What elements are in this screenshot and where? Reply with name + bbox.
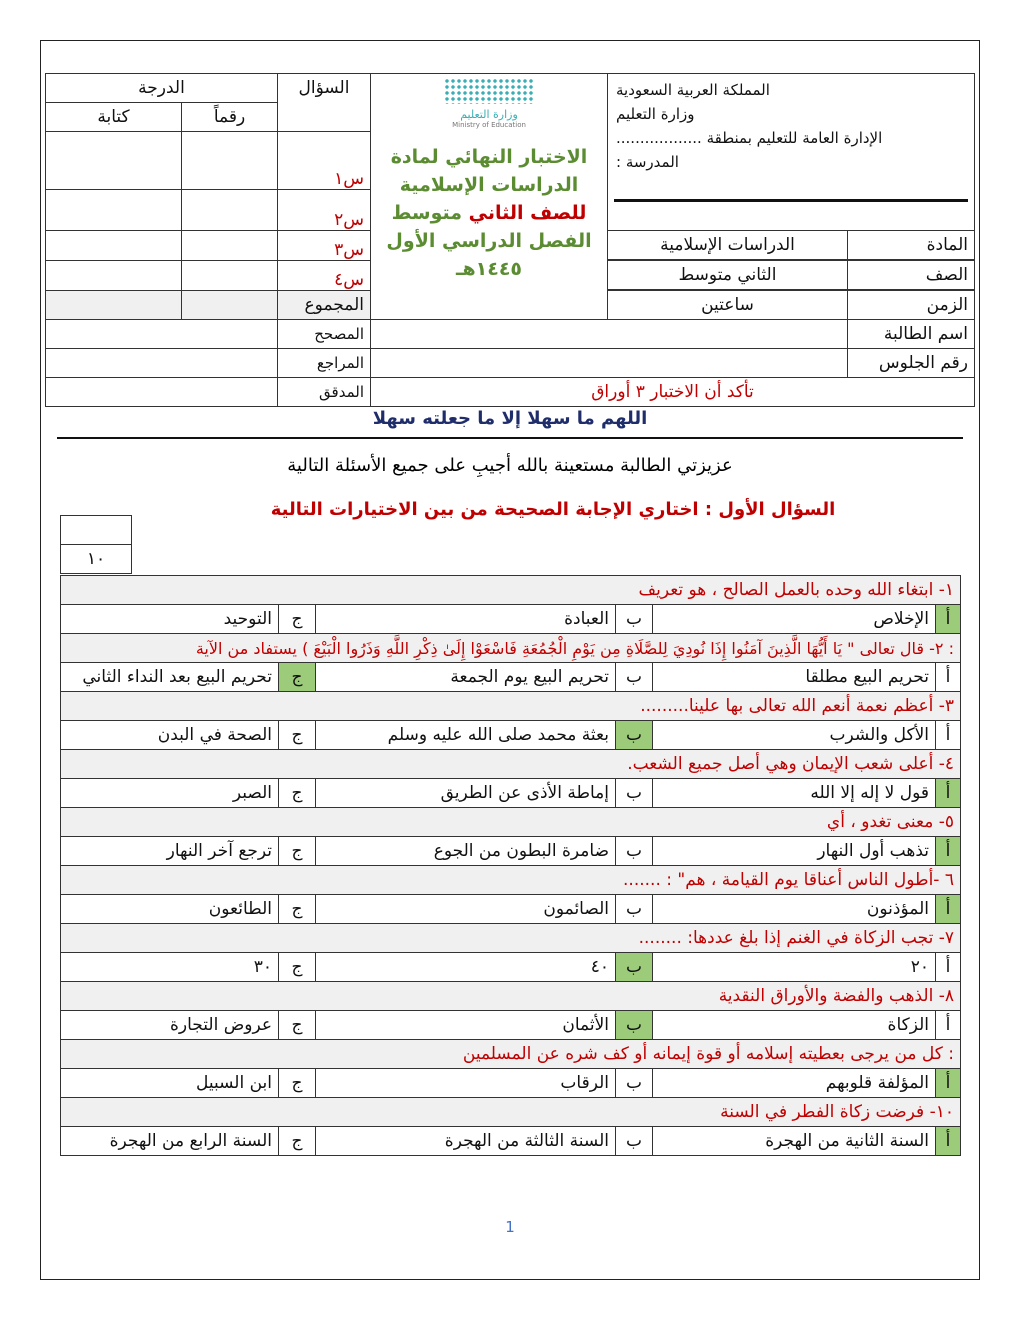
exam-grade-level: متوسط — [391, 202, 463, 224]
question-text: : كل من يرجى بعطيته إسلامه أو قوة إيمانه أو كف شره عن المسلمين — [60, 1039, 961, 1069]
option-text[interactable]: الطائعون — [60, 894, 279, 924]
reviewer-label: المراجع — [277, 348, 371, 378]
total-label: المجموع — [277, 290, 371, 320]
question-text: ٦ -أطول الناس أعناقا يوم القيامة ، هم" : ....... — [60, 865, 961, 895]
exam-grade: للصف الثاني — [468, 202, 587, 224]
question-text: : ٢- قال تعالى " يَا أَيُّهَا الَّذِينَ آمَنُوا إِذَا نُودِيَ لِلصَّلَاةِ مِن يَوْمِ الْجُمُعَةِ فَاسْعَوْا إِلَىٰ ذِكْرِ اللَّهِ وَذَرُوا الْبَيْعَ ) يستفاد من الآية — [60, 633, 961, 663]
option-letter[interactable]: ب — [615, 778, 653, 808]
ministry: وزارة التعليم — [616, 105, 695, 123]
score-words-cell[interactable] — [45, 260, 182, 291]
exam-title-1: الاختبار النهائي لمادة — [390, 146, 588, 168]
q1-title: السؤال الأول : اختاري الإجابة الصحيحة من بين الاختيارات التالية — [270, 499, 836, 520]
digits-header: رقماً — [181, 102, 278, 132]
option-letter[interactable]: ج — [278, 778, 316, 808]
option-letter[interactable]: ج — [278, 1068, 316, 1098]
option-letter[interactable]: ب — [615, 1126, 653, 1156]
auditor-sign — [45, 377, 278, 407]
question-text: ٥- معنى تغدو ، أي — [60, 807, 961, 837]
option-letter[interactable]: أ — [935, 836, 961, 866]
option-letter[interactable]: ج — [278, 894, 316, 924]
question-label: س٣ — [277, 230, 371, 261]
option-text[interactable]: الأثمان — [315, 1010, 616, 1040]
score-digits-cell[interactable] — [181, 290, 278, 320]
corrector-sign — [45, 319, 278, 349]
option-letter[interactable]: ب — [615, 836, 653, 866]
option-letter[interactable]: ج — [278, 720, 316, 750]
option-text[interactable]: بعثة محمد صلى الله عليه وسلم — [315, 720, 616, 750]
question-label: س٢ — [277, 189, 371, 231]
intro-text: عزيزتي الطالبة مستعينة بالله أجيبِ على جميع الأسئلة التالية — [287, 455, 733, 476]
option-text[interactable]: السنة الثانية من الهجرة — [652, 1126, 936, 1156]
exam-term: الفصل الدراسي الأول — [386, 230, 592, 252]
option-text[interactable]: ٣٠ — [60, 952, 279, 982]
option-letter[interactable]: ج — [278, 836, 316, 866]
exam-year: ١٤٤٥هـ — [455, 258, 523, 280]
option-letter[interactable]: أ — [935, 1068, 961, 1098]
seat-number-label: رقم الجلوس — [847, 348, 975, 378]
option-letter[interactable]: ب — [615, 662, 653, 692]
score-words-cell[interactable] — [45, 230, 182, 261]
kingdom: المملكة العربية السعودية — [616, 81, 770, 99]
option-text[interactable]: الإخلاص — [652, 604, 936, 634]
option-letter[interactable]: ب — [615, 952, 653, 982]
pages-note: تأكد أن الاختبار ٣ أوراق — [370, 377, 975, 407]
question-label: س٤ — [277, 260, 371, 291]
option-text[interactable]: ضامرة البطون من الجوع — [315, 836, 616, 866]
seat-number-input[interactable] — [370, 348, 848, 378]
logo-text: وزارة التعليم — [460, 108, 518, 121]
option-text[interactable]: عروض التجارة — [60, 1010, 279, 1040]
option-text[interactable]: تحريم البيع مطلقا — [652, 662, 936, 692]
option-text[interactable]: الرقاب — [315, 1068, 616, 1098]
option-letter[interactable]: أ — [935, 1126, 961, 1156]
question-header: السؤال — [277, 73, 371, 132]
words-header: كتابة — [45, 102, 182, 132]
option-text[interactable]: الصائمون — [315, 894, 616, 924]
option-text[interactable]: الزكاة — [652, 1010, 936, 1040]
q1-score: ١٠ — [60, 544, 132, 574]
info-label: الزمن — [847, 290, 975, 320]
title-rule — [57, 437, 963, 439]
option-letter[interactable]: أ — [935, 662, 961, 692]
info-value: الثاني متوسط — [607, 260, 848, 290]
score-digits-cell[interactable] — [181, 189, 278, 231]
option-letter[interactable]: أ — [935, 1010, 961, 1040]
option-text[interactable]: ابن السبيل — [60, 1068, 279, 1098]
option-text[interactable]: الأكل والشرب — [652, 720, 936, 750]
option-text[interactable]: تذهب أول النهار — [652, 836, 936, 866]
corrector-label: المصحح — [277, 319, 371, 349]
info-value: ساعتين — [607, 290, 848, 320]
page-number: 1 — [505, 1218, 515, 1236]
option-text[interactable]: العبادة — [315, 604, 616, 634]
option-letter[interactable]: ب — [615, 604, 653, 634]
question-text: ٧- تجب الزكاة في الغنم إذا بلغ عددها: ........ — [60, 923, 961, 953]
school: المدرسة : — [616, 153, 679, 171]
exam-title-2: الدراسات الإسلامية — [399, 174, 579, 196]
score-digits-cell[interactable] — [181, 230, 278, 261]
option-text[interactable]: الصحة في البدن — [60, 720, 279, 750]
score-words-cell[interactable] — [45, 131, 182, 190]
student-name-label: اسم الطالبة — [847, 319, 975, 349]
score-digits-cell[interactable] — [181, 131, 278, 190]
option-letter[interactable]: ب — [615, 894, 653, 924]
score-digits-cell[interactable] — [181, 260, 278, 291]
student-name-input[interactable] — [370, 319, 848, 349]
option-text[interactable]: السنة الرابع من الهجرة — [60, 1126, 279, 1156]
score-box — [60, 515, 132, 545]
reviewer-sign — [45, 348, 278, 378]
option-text[interactable]: تحريم البيع بعد النداء الثاني — [60, 662, 279, 692]
prayer: اللهم ما سهلا إلا ما جعلته سهلا — [372, 408, 648, 429]
grade-header: الدرجة — [45, 73, 278, 103]
option-text[interactable]: ترجع آخر النهار — [60, 836, 279, 866]
school-info — [607, 73, 975, 231]
question-label: س١ — [277, 131, 371, 190]
directorate: الإدارة العامة للتعليم بمنطقة .................. — [616, 129, 883, 147]
option-letter[interactable]: أ — [935, 604, 961, 634]
option-letter[interactable]: أ — [935, 720, 961, 750]
question-text: ٤- أعلى شعب الإيمان وهي أصل جميع الشعب. — [60, 749, 961, 779]
auditor-label: المدقق — [277, 377, 371, 407]
question-text: ٣- أعظم نعمة أنعم الله تعالى بها علينا......... — [60, 691, 961, 721]
exam-title-block — [370, 73, 608, 320]
question-text: ١٠- فرضت زكاة الفطر في السنة — [60, 1097, 961, 1127]
score-words-cell[interactable] — [45, 290, 182, 320]
option-letter[interactable]: أ — [935, 778, 961, 808]
ministry-logo-icon — [444, 78, 534, 104]
option-text[interactable]: المؤذنون — [652, 894, 936, 924]
score-words-cell[interactable] — [45, 189, 182, 231]
option-letter[interactable]: أ — [935, 952, 961, 982]
option-text[interactable]: التوحيد — [60, 604, 279, 634]
option-letter[interactable]: ب — [615, 1068, 653, 1098]
question-text: ٨- الذهب والفضة والأوراق النقدية — [60, 981, 961, 1011]
info-value: الدراسات الإسلامية — [607, 230, 848, 260]
option-letter[interactable]: ب — [615, 1010, 653, 1040]
option-letter[interactable]: ب — [615, 720, 653, 750]
option-letter[interactable]: ج — [278, 604, 316, 634]
option-letter[interactable]: ج — [278, 1126, 316, 1156]
option-letter[interactable]: أ — [935, 894, 961, 924]
option-text[interactable]: المؤلفة قلوبهم — [652, 1068, 936, 1098]
option-text[interactable]: قول لا إله إلا الله — [652, 778, 936, 808]
question-text: ١- ابتغاء الله وحده بالعمل الصالح ، هو تعريف — [60, 575, 961, 605]
option-text[interactable]: ٢٠ — [652, 952, 936, 982]
logo-text-en: Ministry of Education — [452, 121, 526, 129]
info-label: الصف — [847, 260, 975, 290]
option-letter[interactable]: ج — [278, 952, 316, 982]
option-text[interactable]: السنة الثالثة من الهجرة — [315, 1126, 616, 1156]
option-text[interactable]: ٤٠ — [315, 952, 616, 982]
option-letter[interactable]: ج — [278, 662, 316, 692]
option-text[interactable]: تحريم البيع يوم الجمعة — [315, 662, 616, 692]
option-letter[interactable]: ج — [278, 1010, 316, 1040]
divider — [614, 199, 968, 202]
option-text[interactable]: إماطة الأذى عن الطريق — [315, 778, 616, 808]
option-text[interactable]: الصبر — [60, 778, 279, 808]
info-label: المادة — [847, 230, 975, 260]
